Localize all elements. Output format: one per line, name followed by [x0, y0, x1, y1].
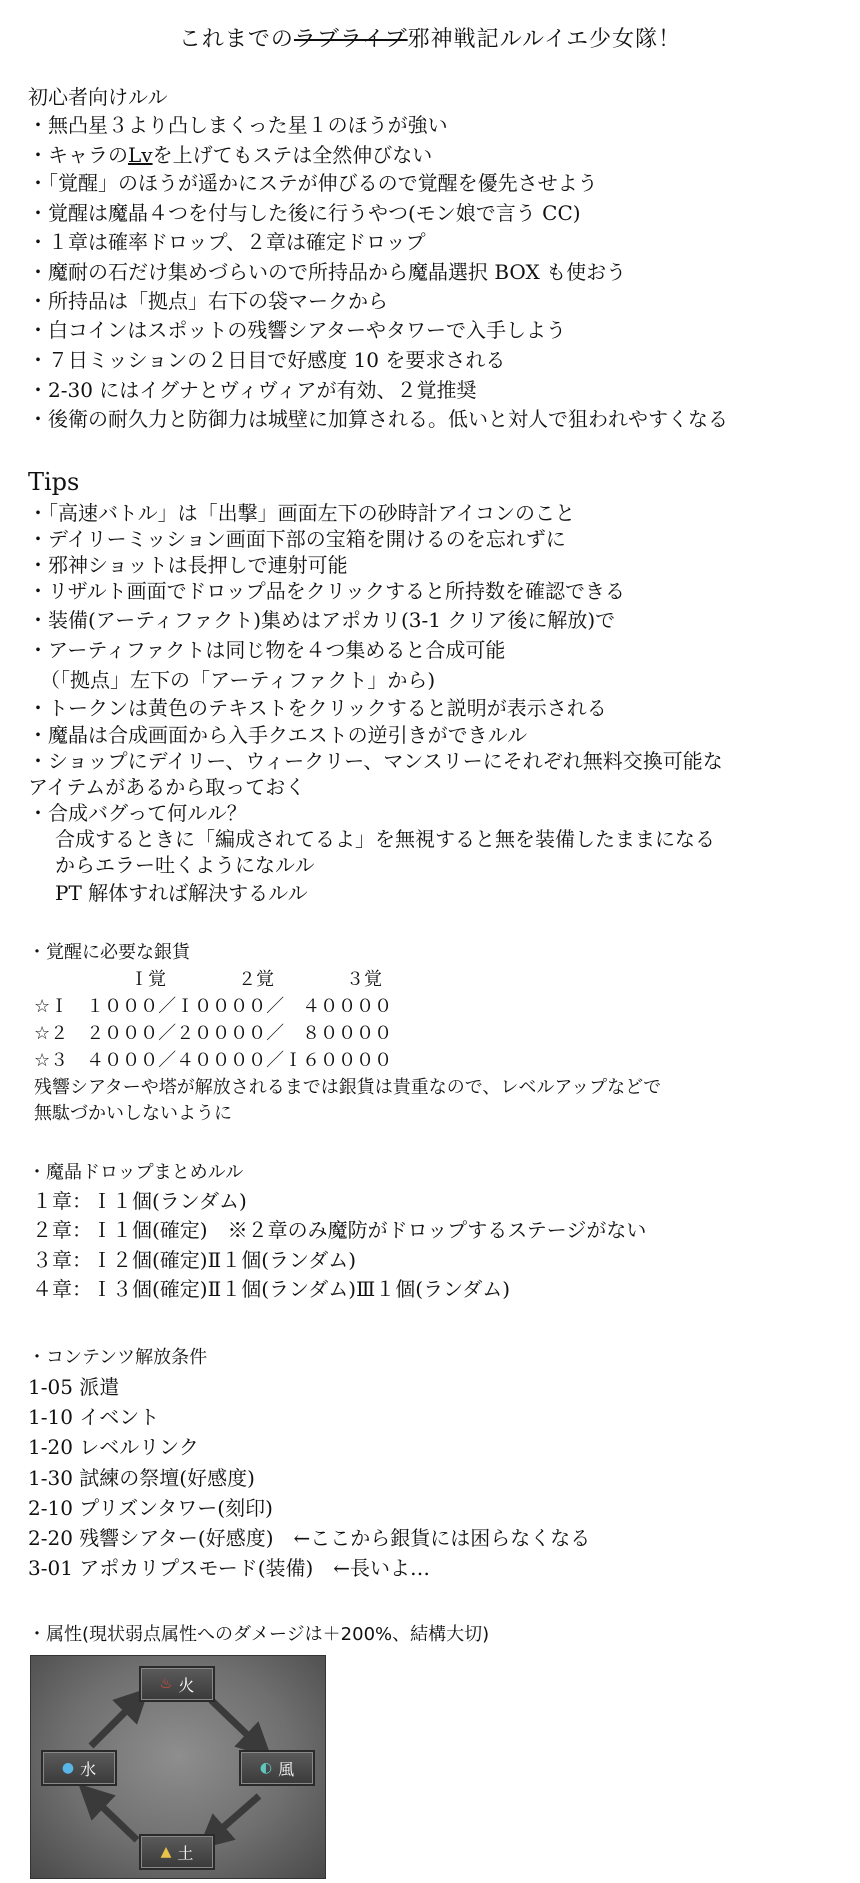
tips-item: 合成するときに「編成されてるよ」を無視すると無を装備したままになる — [55, 827, 715, 851]
earth-node — [139, 1834, 215, 1870]
tips-item: からエラー吐くようになルル — [55, 853, 315, 877]
silver-header-row: Ｉ覚 ２覚 ３覚 — [130, 969, 382, 990]
tips-item: ・魔晶は合成画面から入手クエストの逆引きができルル — [28, 723, 528, 747]
tips-item: ・リザルト画面でドロップ品をクリックすると所持数を確認できる — [28, 579, 625, 603]
title-prefix: これまでの — [178, 27, 294, 52]
fire-label: 火 — [178, 1675, 195, 1695]
unlock-item: 2-20 残響シアター(好感度) ←ここから銀貨には困らなくなる — [28, 1526, 591, 1550]
silver-row: ☆Ｉ １０００／Ｉ００００／ ４００００ — [34, 996, 393, 1017]
fire-node — [139, 1666, 215, 1702]
beginner-item: ・１章は確率ドロップ、２章は確定ドロップ — [28, 230, 426, 254]
tips-item: ・合成バグって何ルル？ — [28, 801, 247, 825]
beginner-item-rest: を上げてもステは全然伸びない — [152, 143, 433, 167]
silver-note: 無駄づかいしないように — [34, 1103, 232, 1124]
silver-row: ☆２ ２０００／２００００／ ８００００ — [34, 1023, 393, 1044]
water-label: 水 — [80, 1759, 97, 1779]
element-wheel-image — [30, 1655, 326, 1879]
silver-row: ☆３ ４０００／４００００／Ｉ６００００ — [34, 1050, 393, 1071]
attributes-heading: ・属性(現状弱点属性へのダメージは＋200%、結構大切) — [28, 1624, 490, 1645]
beginner-item: ・無凸星３より凸しまくった星１のほうが強い — [28, 113, 448, 137]
beginner-item: ・後衛の耐久力と防御力は城壁に加算される。低いと対人で狙われやすくなる — [28, 407, 728, 431]
tips-item: ・アーティファクトは同じ物を４つ集めると合成可能 — [28, 638, 506, 662]
drops-item: １章：Ｉ１個(ランダム) — [32, 1189, 247, 1213]
earth-icon: ▲ — [160, 1844, 172, 1860]
beginner-item: ・「覚醒」のほうが遥かにステが伸びるので覚醒を優先させよう — [28, 171, 598, 195]
unlock-item: 2-10 プリズンタワー(刻印) — [28, 1496, 273, 1520]
tips-item: ・トークンは黄色のテキストをクリックすると説明が表示される — [28, 696, 607, 720]
drops-item: ４章：Ｉ３個(確定)Ⅱ１個(ランダム)Ⅲ１個(ランダム) — [32, 1277, 511, 1301]
fire-icon: ♨ — [159, 1676, 173, 1692]
tips-item: ・装備(アーティファクト)集めはアポカリ(3-1 クリア後に解放)で — [28, 608, 616, 632]
unlock-item: 1-20 レベルリンク — [28, 1435, 199, 1459]
unlock-item: 1-05 派遣 — [28, 1375, 120, 1399]
wind-icon: ◐ — [259, 1760, 273, 1776]
tips-heading: Tips — [28, 468, 80, 496]
beginner-item — [28, 142, 432, 168]
beginner-item: ・白コインはスポットの残響シアターやタワーで入手しよう — [28, 318, 566, 342]
drops-item: ３章：Ｉ２個(確定)Ⅱ１個(ランダム) — [32, 1248, 357, 1272]
arrow-wind-to-earth — [211, 1796, 259, 1838]
arrow-earth-to-water — [91, 1796, 137, 1840]
lv-word: Lv — [128, 143, 153, 167]
arrow-fire-to-wind — [211, 1700, 259, 1746]
unlock-item: 3-01 アポカリプスモード(装備) ←長いよ… — [28, 1556, 431, 1580]
tips-item: ・ショップにデイリー、ウィークリー、マンスリーにそれぞれ無料交換可能な — [28, 749, 723, 773]
tips-item: アイテムがあるから取っておく — [28, 775, 306, 799]
unlock-heading: ・コンテンツ解放条件 — [28, 1347, 208, 1368]
drops-item: ２章：Ｉ１個(確定) ※２章のみ魔防がドロップするステージがない — [32, 1218, 647, 1242]
title-struck-text: ラブライブ — [293, 27, 408, 52]
water-node — [41, 1750, 117, 1786]
drops-heading: ・魔晶ドロップまとめルル — [28, 1162, 244, 1183]
beginner-item: ・魔耐の石だけ集めづらいので所持品から魔晶選択 BOX も使おう — [28, 260, 627, 284]
silver-note: 残響シアターや塔が解放されるまでは銀貨は貴重なので、レベルアップなどで — [34, 1077, 662, 1098]
tips-item: ・邪神ショットは長押しで連射可能 — [28, 553, 348, 577]
beginner-item: ・所持品は「拠点」右下の袋マークから — [28, 289, 388, 313]
unlock-item: 1-10 イベント — [28, 1405, 160, 1429]
silver-heading: ・覚醒に必要な銀貨 — [28, 942, 190, 963]
arrow-water-to-fire — [91, 1700, 137, 1746]
beginner-item: ・2-30 にはイグナとヴィヴィアが有効、２覚推奨 — [28, 378, 477, 402]
wind-node — [239, 1750, 315, 1786]
beginner-item-prefix: ・キャラの — [28, 143, 128, 167]
tips-item: ・「高速バトル」は「出撃」画面左下の砂時計アイコンのこと — [28, 501, 575, 525]
unlock-item: 1-30 試練の祭壇(好感度) — [28, 1466, 255, 1490]
tips-item: ・デイリーミッション画面下部の宝箱を開けるのを忘れずに — [28, 527, 566, 551]
title-suffix: 邪神戦記ルルイエ少女隊！ — [407, 27, 682, 52]
tips-item: PT 解体すれば解決するルル — [55, 881, 308, 905]
beginner-item: ・覚醒は魔晶４つを付与した後に行うやつ(モン娘で言う CC) — [28, 201, 581, 225]
beginner-heading: 初心者向けルル — [28, 85, 168, 109]
earth-label: 土 — [177, 1843, 194, 1863]
tips-item: （「拠点」左下の「アーティファクト」から) — [40, 668, 436, 692]
water-icon: ● — [61, 1760, 75, 1776]
beginner-item: ・７日ミッションの２日目で好感度 10 を要求される — [28, 348, 506, 372]
page-title — [0, 22, 860, 53]
wind-label: 風 — [278, 1759, 295, 1779]
